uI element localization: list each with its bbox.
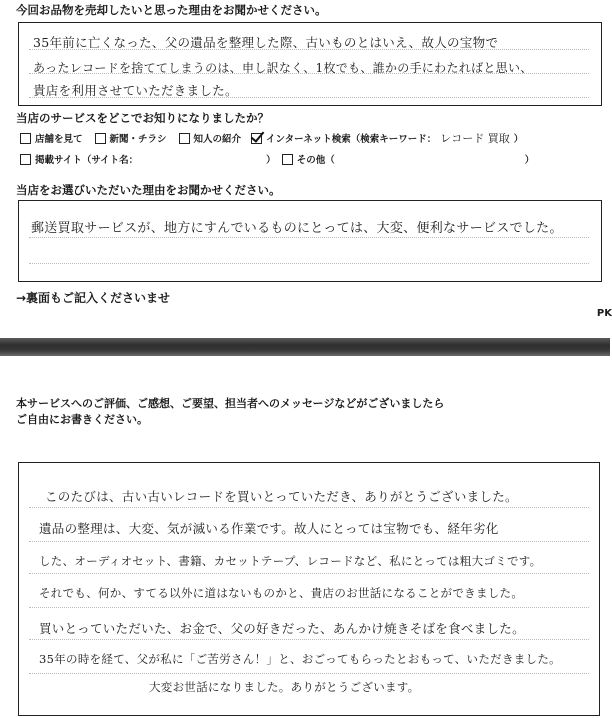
feedback-answer-box [18,462,600,716]
option-close-paren: ） [513,134,524,145]
handwritten-line: それでも、何か、すてる以外に道はないものかと、貴店のお世話になることができました。 [39,586,524,600]
feedback-heading: 本サービスへのご評価、ご感想、ご要望、担当者へのメッセージなどがございましたら [16,397,445,410]
handwritten-line: 貴店を利用させていただきました。 [33,83,238,98]
handwritten-line: 大変お世話になりました。ありがとうございます。 [149,680,420,694]
option-label-other: その他（ [296,155,335,166]
question-why-chose-us: 当店をお選びいただいた理由をお聞かせください。 [16,183,281,197]
handwritten-line: した、オーディオセット、書籍、カセットテープ、レコードなど、私にとっては粗大ゴミです。 [39,554,542,568]
checkbox-newspaper[interactable] [95,133,106,144]
option-label-newspaper: 新聞・チラシ [109,134,167,145]
handwritten-line: 郵送買取サービスが、地方にすんでいるものにとっては、大変、便利なサービスでした。 [31,221,563,236]
option-close-paren: ） [266,155,276,166]
survey-page-back [0,356,610,718]
see-back-note: →裏面もご記入くださいませ [16,291,171,305]
handwritten-line: あったレコードを捨ててしまうのは、申し訳なく、1枚でも、誰かの手にわたればと思い、 [33,61,533,75]
question-reason-for-selling: 今回お品物を売却したいと思った理由をお聞かせください。 [16,3,327,17]
form-code: PK [596,308,612,319]
checkbox-internet[interactable] [251,133,262,144]
source-options-row-1 [20,130,523,146]
option-label-store: 店舗を見て [35,134,83,145]
page-divider [0,338,610,356]
handwritten-line: 買いとっていただいた、お金で、父の好きだった、あんかけ焼きそばを食べました。 [39,621,525,636]
feedback-heading-2: ご自由にお書きください。 [16,413,148,426]
handwritten-line: 遺品の整理は、大変、気が滅いる作業です。故人にとっては宝物でも、経年劣化 [39,521,499,536]
question-how-did-you-hear: 当店のサービスをどこでお知りになりましたか？ [16,111,269,125]
source-options-row-2 [20,152,534,166]
option-label-site: 掲載サイト（サイト名： [35,155,139,166]
handwritten-search-keyword: レコード 買取 [440,132,510,145]
handwritten-line: 35年前に亡くなった、父の遺品を整理した際、古いものとはいえ、故人の宝物で [33,35,499,50]
handwritten-line: 35年の時を経て、父が私に「ご苦労さん！」と、おごってもらったとおもって、いただきました。 [39,652,561,666]
option-close-paren: ） [524,155,535,166]
survey-page-front [0,0,610,338]
handwritten-line: このたびは、古い古いレコードを買いとっていただき、ありがとうございました。 [45,489,518,504]
checkbox-friend[interactable] [179,133,190,144]
option-label-internet: インターネット検索（検索キーワード： [266,134,437,145]
answer-box-why-chose [18,200,602,282]
checkbox-site[interactable] [20,154,31,165]
checkbox-store[interactable] [20,133,31,144]
checkbox-other[interactable] [282,154,293,165]
option-label-friend: 知人の紹介 [193,134,242,145]
answer-box-reason [18,22,602,106]
